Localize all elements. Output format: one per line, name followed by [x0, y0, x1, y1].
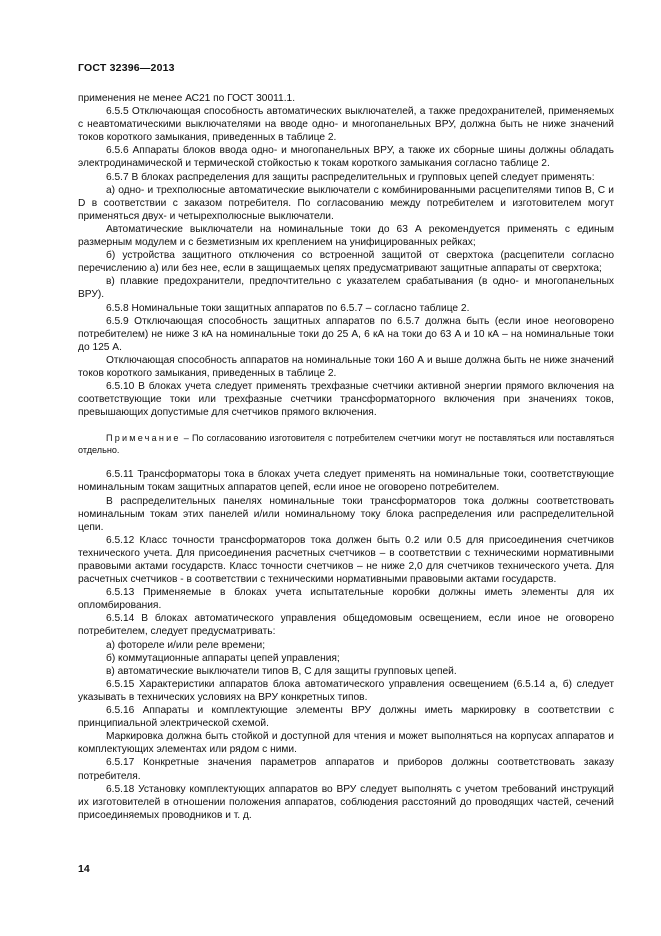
paragraph: 6.5.10 В блоках учета следует применять трехфазные счетчики активной энергии прямого включения на соответствующие токи или трехфазные счетчики трансформаторного включения при значениях токов, превышающих допустимые для счетчиков прямого включения. — [78, 381, 614, 419]
paragraph: Отключающая способность аппаратов на номинальные токи 160 А и выше должна быть не ниже значений токов короткого замыкания, приведенных в таблице 2. — [78, 354, 614, 379]
paragraph: 6.5.9 Отключающая способность защитных аппаратов по 6.5.7 должна быть (если иное неоговорено потребителем) не ниже 3 кА на номинальные токи до 25 А, 6 кА на токи до 63 А и 10 кА – на номинальные токи до 125 А. — [78, 315, 614, 353]
paragraph: 6.5.6 Аппараты блоков ввода одно- и многопанельных ВРУ, а также их сборные шины должны обладать электродинамической и термической стойкостью к токам короткого замыкания согласно таблице 2. — [78, 145, 614, 170]
paragraph: 6.5.14 В блоках автоматического управления общедомовым освещением, если иное не оговорено потребителем, следует предусматривать: — [78, 613, 614, 638]
paragraph: 6.5.11 Трансформаторы тока в блоках учета следует применять на номинальные токи, соответствующие номинальным токам защитных аппаратов цепей, если иное не оговорено потребителем. — [78, 469, 614, 494]
paragraph: в) плавкие предохранители, предпочтительно с указателем срабатывания (в одно- и многопанельных ВРУ). — [78, 276, 614, 301]
paragraph: 6.5.18 Установку комплектующих аппаратов во ВРУ следует выполнять с учетом требований инструкций их изготовителей в отношении положения аппаратов, соблюдения расстояний до проводящих частей, сечений присоединяемых проводников и т. д. — [78, 783, 614, 821]
paragraph: 6.5.17 Конкретные значения параметров аппаратов и приборов должны соответствовать заказу потребителя. — [78, 757, 614, 782]
paragraph: 6.5.13 Применяемые в блоках учета испытательные коробки должны иметь элементы для их опломбирования. — [78, 587, 614, 612]
paragraph: 6.5.16 Аппараты и комплектующие элементы ВРУ должны иметь маркировку в соответствии с принципиальной электрической схемой. — [78, 705, 614, 730]
paragraph: Автоматические выключатели на номинальные токи до 63 А рекомендуется применять с единым размерным модулем и с безметизным их креплением на унифицированных рейках; — [78, 223, 614, 249]
list-item: б) коммутационные аппараты цепей управления; — [106, 652, 340, 664]
note-text: – По согласованию изготовителя с потребителем счетчики могут не поставляться или поставляться отдельно. — [78, 433, 614, 456]
paragraph: 6.5.15 Характеристики аппаратов блока автоматического управления освещением (6.5.14 а, б) следует указывать в технических условиях на ВРУ конкретных типов. — [78, 678, 614, 703]
paragraph: 6.5.5 Отключающая способность автоматических выключателей, а также предохранителей, применяемых с неавтоматическими выключателями на вводе одно- и многопанельных ВРУ, должна быть не ниже значений токов короткого замыкания, приведенных в таблице 2. — [78, 106, 614, 144]
list-item: в) автоматические выключатели типов В, С для защиты групповых цепей. — [106, 665, 457, 677]
list-item: а) фотореле и/или реле времени; — [106, 639, 266, 651]
paragraph: Маркировка должна быть стойкой и доступной для чтения и может выполняться на корпусах аппаратов и комплектующих элементах или рядом с ними. — [78, 731, 614, 756]
page-number: 14 — [78, 863, 90, 875]
document-body — [78, 92, 614, 822]
paragraph: 6.5.7 В блоках распределения для защиты распределительных и групповых цепей следует применять: — [106, 171, 595, 183]
paragraph: 6.5.12 Класс точности трансформаторов тока должен быть 0.2 или 0.5 для присоединения счетчиков технического учета. Для присоединения расчетных счетчиков – в соответствии с техническими нормативными правовыми актами государств. Класс точности счетчиков – не ниже 2,0 для счетчиков технического учета. Для расчетных счетчиков - в соответствии с техническими нормативными правовыми актами государств. — [78, 534, 614, 586]
paragraph: б) устройства защитного отключения со встроенной защитой от сверхтока (расцепители согласно перечислению а) или без нее, если в защищаемых цепях предусматривают защитные аппараты от сверхтока; — [78, 250, 614, 275]
paragraph: применения не менее АС21 по ГОСТ 30011.1. — [78, 93, 296, 104]
note — [78, 432, 614, 456]
document-header: ГОСТ 32396—2013 — [78, 62, 175, 74]
note-label: Примечание — [106, 433, 181, 444]
paragraph: В распределительных панелях номинальные токи трансформаторов тока должны соответствовать номинальным токам этих панелей и/или номинальному току блока распределения или распределительной цепи. — [78, 495, 614, 533]
paragraph: 6.5.8 Номинальные токи защитных аппаратов по 6.5.7 – согласно таблице 2. — [106, 302, 470, 314]
paragraph: а) одно- и трехполюсные автоматические выключатели с комбинированными расцепителями типов В, С и D в соответствии с заказом потребителя. По согласованию между потребителем и изготовителем могут применяться двух- и четырехполюсные выключатели. — [78, 184, 614, 222]
